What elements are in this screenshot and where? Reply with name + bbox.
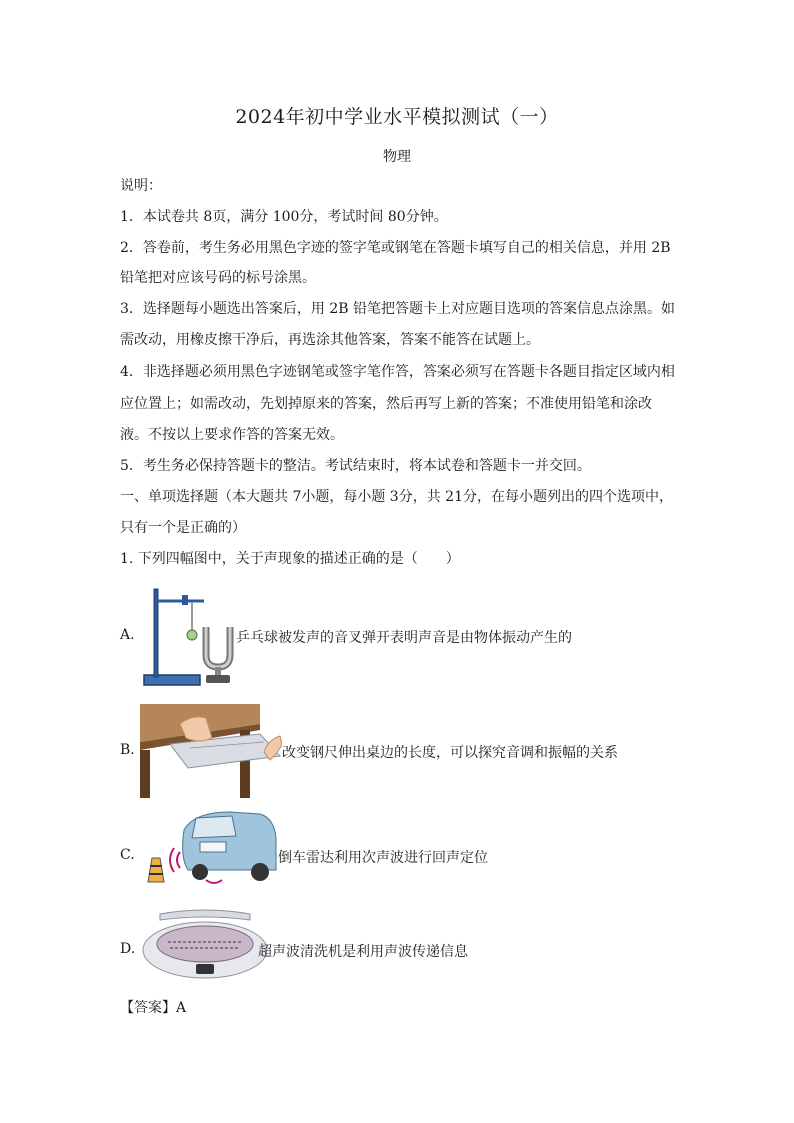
tuning-fork-apparatus-image (140, 583, 240, 691)
option-a-letter: A. (120, 627, 135, 643)
note-line: 1．本试卷共 8页，满分 100分，考试时间 80分钟。 (120, 209, 448, 225)
option-b-letter: B. (120, 742, 135, 758)
note-line: 需改动，用橡皮擦干净后，再选涂其他答案，答案不能答在试题上。 (120, 332, 540, 348)
exam-subject: 物理 (383, 149, 411, 165)
ultrasonic-cleaner-image (140, 908, 270, 980)
note-line: 4．非选择题必须用黑色字迹钢笔或签字笔作答，答案必须写在答题卡各题目指定区域内相 (120, 364, 675, 380)
question-stem: 1. 下列四幅图中，关于声现象的描述正确的是（ ） (120, 551, 460, 567)
option-a-text: 乒乓球被发声的音叉弹开表明声音是由物体振动产生的 (236, 630, 572, 646)
steel-ruler-table-image (140, 704, 282, 798)
option-d-letter: D. (120, 941, 136, 957)
option-b-text: 改变钢尺伸出桌边的长度，可以探究音调和振幅的关系 (282, 745, 618, 761)
note-line: 5．考生务必保持答题卡的整洁。考试结束时，将本试卷和答题卡一并交回。 (120, 458, 591, 474)
answer-label: 【答案】A (120, 1000, 187, 1016)
note-line: 应位置上；如需改动，先划掉原来的答案，然后再写上新的答案；不准使用铅笔和涂改 (120, 396, 652, 412)
note-line: 2．答卷前，考生务必用黑色字迹的签字笔或钢笔在答题卡填写自己的相关信息，并用 2B (120, 240, 671, 256)
note-line: 铅笔把对应该号码的标号涂黑。 (120, 270, 316, 286)
exam-title: 2024年初中学业水平模拟测试（一） (235, 106, 559, 128)
option-c-letter: C. (120, 847, 135, 863)
car-reversing-radar-image (140, 808, 280, 890)
section-heading: 一、单项选择题（本大题共 7小题，每小题 3分，共 21分，在每小题列出的四个选项中， (120, 489, 673, 505)
notes-heading: 说明： (120, 178, 162, 194)
option-c-text: 倒车雷达利用次声波进行回声定位 (278, 850, 488, 866)
note-line: 3．选择题每小题选出答案后，用 2B 铅笔把答题卡上对应题目选项的答案信息点涂黑。如 (120, 301, 676, 317)
note-line: 液。不按以上要求作答的答案无效。 (120, 427, 344, 443)
section-heading-cont: 只有一个是正确的） (120, 520, 246, 536)
option-d-text: 超声波清洗机是利用声波传递信息 (258, 944, 468, 960)
